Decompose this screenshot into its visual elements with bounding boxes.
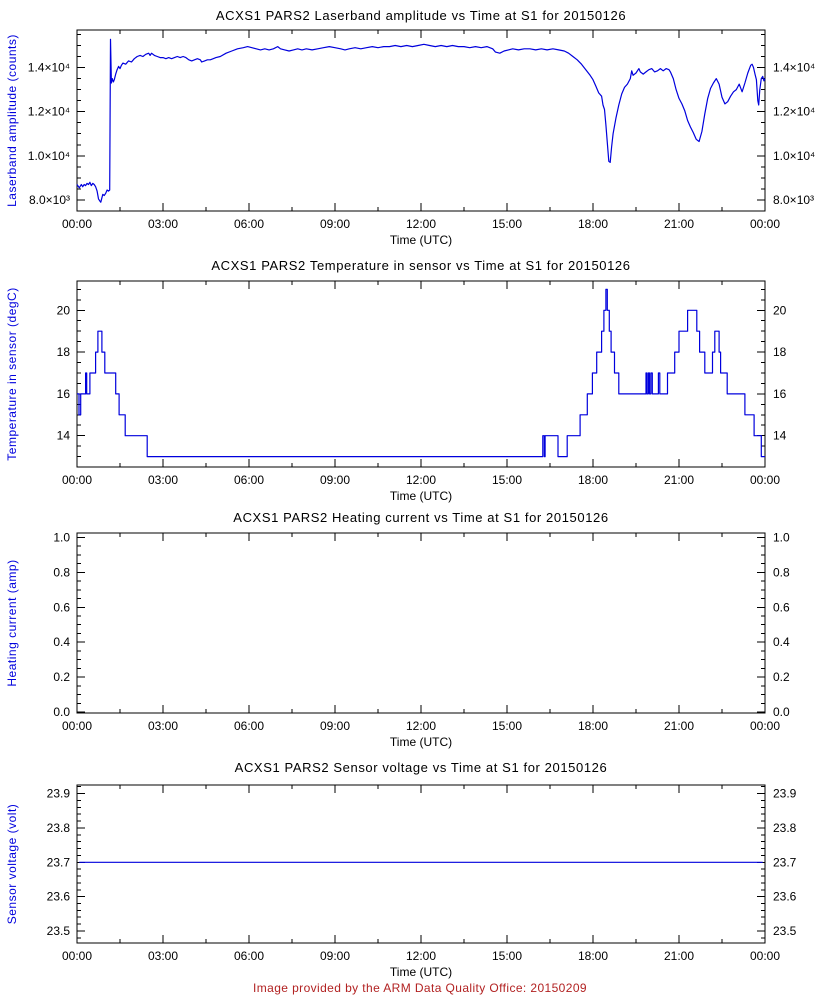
- x-tick-label: 03:00: [147, 719, 179, 733]
- x-tick-label: 03:00: [147, 473, 179, 487]
- x-tick-label: 00:00: [61, 949, 93, 963]
- y-tick-label-left: 0.0: [53, 705, 70, 720]
- y-tick-label-left: 8.0×10³: [28, 192, 70, 207]
- y-tick-label-right: 14: [773, 428, 787, 443]
- x-axis-label: Time (UTC): [389, 233, 453, 247]
- x-tick-label: 15:00: [491, 473, 523, 487]
- y-axis-label: Temperature in sensor (degC): [5, 287, 19, 461]
- y-tick-label-left: 0.8: [53, 565, 70, 580]
- y-axis-label: Sensor voltage (volt): [5, 803, 19, 925]
- x-tick-label: 18:00: [577, 217, 609, 231]
- y-tick-label-left: 18: [56, 345, 70, 360]
- footer-credit: Image provided by the ARM Data Quality Office: 20150209: [253, 981, 587, 995]
- data-line-laserband-amplitude: [77, 39, 765, 202]
- x-tick-label: 15:00: [491, 217, 523, 231]
- y-tick-label-right: 16: [773, 386, 787, 401]
- y-tick-label-left: 23.6: [46, 889, 70, 904]
- y-axis-label: Heating current (amp): [5, 559, 19, 687]
- y-tick-label-right: 23.5: [773, 923, 797, 938]
- y-tick-label-right: 0.2: [773, 670, 790, 685]
- y-tick-label-left: 23.7: [46, 855, 70, 870]
- x-tick-label: 12:00: [405, 217, 437, 231]
- y-tick-label-right: 20: [773, 303, 787, 318]
- y-tick-label-right: 1.4×10⁴: [773, 60, 816, 75]
- y-tick-label-right: 23.8: [773, 820, 797, 835]
- y-tick-label-right: 0.6: [773, 600, 790, 615]
- y-tick-label-right: 23.9: [773, 786, 797, 801]
- panel-title: ACXS1 PARS2 Sensor voltage vs Time at S1 for 20150126: [234, 760, 608, 775]
- plot-box: [77, 785, 765, 943]
- x-tick-label: 15:00: [491, 719, 523, 733]
- y-tick-label-left: 20: [56, 303, 70, 318]
- plot-box: [77, 281, 765, 467]
- x-tick-label: 06:00: [233, 719, 265, 733]
- y-tick-label-left: 1.4×10⁴: [27, 60, 70, 75]
- x-axis-label: Time (UTC): [389, 735, 453, 749]
- panel-title: ACXS1 PARS2 Temperature in sensor vs Time at S1 for 20150126: [211, 258, 631, 273]
- y-tick-label-left: 23.8: [46, 820, 70, 835]
- y-tick-label-right: 23.6: [773, 889, 797, 904]
- x-tick-label: 06:00: [233, 473, 265, 487]
- x-tick-label: 18:00: [577, 473, 609, 487]
- x-tick-label: 12:00: [405, 473, 437, 487]
- x-tick-label: 12:00: [405, 949, 437, 963]
- y-tick-label-left: 0.6: [53, 600, 70, 615]
- x-axis-label: Time (UTC): [389, 489, 453, 503]
- y-axis-label: Laserband amplitude (counts): [5, 34, 19, 207]
- x-tick-label: 09:00: [319, 473, 351, 487]
- data-line-sensor-temperature: [77, 289, 765, 456]
- y-tick-label-left: 23.5: [46, 923, 70, 938]
- panel-title: ACXS1 PARS2 Laserband amplitude vs Time at S1 for 20150126: [215, 8, 627, 23]
- x-tick-label: 06:00: [233, 217, 265, 231]
- y-tick-label-right: 0.0: [773, 705, 790, 720]
- y-tick-label-right: 0.8: [773, 565, 790, 580]
- y-tick-label-left: 23.9: [46, 786, 70, 801]
- y-tick-label-right: 1.0: [773, 530, 790, 545]
- y-tick-label-left: 0.2: [53, 670, 70, 685]
- x-tick-label: 21:00: [663, 719, 695, 733]
- x-tick-label: 09:00: [319, 949, 351, 963]
- panel-2: [5, 258, 787, 503]
- plot-box: [77, 533, 765, 713]
- x-tick-label: 00:00: [61, 217, 93, 231]
- x-tick-label: 03:00: [147, 949, 179, 963]
- x-tick-label: 00:00: [749, 473, 781, 487]
- x-tick-label: 00:00: [749, 949, 781, 963]
- x-tick-label: 18:00: [577, 719, 609, 733]
- x-axis-label: Time (UTC): [389, 965, 453, 979]
- panel-3: [5, 510, 790, 749]
- panel-4: [5, 760, 797, 979]
- x-tick-label: 21:00: [663, 473, 695, 487]
- x-tick-label: 09:00: [319, 719, 351, 733]
- y-tick-label-left: 16: [56, 386, 70, 401]
- x-tick-label: 21:00: [663, 217, 695, 231]
- x-tick-label: 09:00: [319, 217, 351, 231]
- x-tick-label: 00:00: [749, 719, 781, 733]
- y-tick-label-right: 18: [773, 345, 787, 360]
- x-tick-label: 03:00: [147, 217, 179, 231]
- y-tick-label-left: 1.2×10⁴: [27, 104, 70, 119]
- x-tick-label: 18:00: [577, 949, 609, 963]
- x-tick-label: 21:00: [663, 949, 695, 963]
- x-tick-label: 06:00: [233, 949, 265, 963]
- panel-title: ACXS1 PARS2 Heating current vs Time at S1 for 20150126: [233, 510, 609, 525]
- y-tick-label-right: 1.0×10⁴: [773, 148, 816, 163]
- y-tick-label-left: 1.0: [53, 530, 70, 545]
- y-tick-label-left: 1.0×10⁴: [27, 148, 70, 163]
- x-tick-label: 15:00: [491, 949, 523, 963]
- y-tick-label-left: 0.4: [53, 635, 70, 650]
- x-tick-label: 00:00: [61, 719, 93, 733]
- y-tick-label-right: 0.4: [773, 635, 790, 650]
- panel-1: [5, 8, 815, 247]
- y-tick-label-left: 14: [56, 428, 70, 443]
- y-tick-label-right: 8.0×10³: [773, 192, 815, 207]
- x-tick-label: 00:00: [749, 217, 781, 231]
- x-tick-label: 00:00: [61, 473, 93, 487]
- y-tick-label-right: 23.7: [773, 855, 797, 870]
- y-tick-label-right: 1.2×10⁴: [773, 104, 816, 119]
- x-tick-label: 12:00: [405, 719, 437, 733]
